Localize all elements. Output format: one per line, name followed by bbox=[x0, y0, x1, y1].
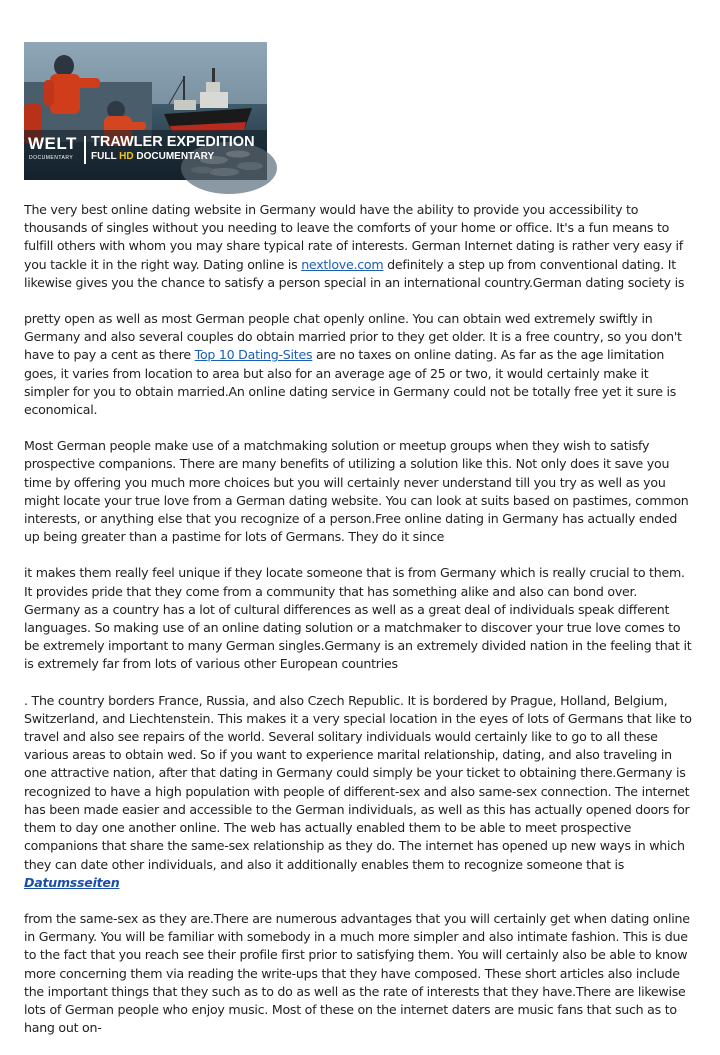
paragraph-1-text-a: The very best online dating website in Germany would have the ability to provide you accessibility to thousands of singles without you needing to leave the comforts of your home or office. It's a fun means to fulfill others with whom you may share typical rate of interests. German Internet dating is rather very easy if you tackle it in the right way. Dating online is bbox=[24, 202, 683, 272]
subtitle-documentary: DOCUMENTARY bbox=[136, 151, 215, 162]
subtitle-full: FULL bbox=[91, 151, 117, 162]
paragraph-1-text-b: definitely a step up from conventional dating. It likewise gives you the chance to satisfy a person special in an international country.German dating society is bbox=[24, 256, 685, 290]
paragraph-2 bbox=[24, 310, 696, 419]
article-body bbox=[24, 201, 696, 1055]
video-title: TRAWLER EXPEDITION bbox=[91, 134, 255, 150]
hero-image[interactable] bbox=[24, 42, 267, 180]
subtitle-hd: HD bbox=[119, 151, 134, 162]
welt-logo: WELT bbox=[28, 134, 77, 153]
paragraph-1 bbox=[24, 201, 696, 292]
nextlove-link[interactable]: nextlove.com bbox=[301, 256, 384, 272]
paragraph-4: it makes them really feel unique if they locate someone that is from Germany which is really crucial to them. It provides pride that they come from a community that has something alike and also can bond over. Germany as a country has a lot of cultural differences as well as a great deal of individuals speak different languages. So making use of an online dating solution or a matchmaker to discover your true love comes to be extremely important to many German singles.Germany is an extremely divided nation in the feeling that it is extremely far from lots of various other European countries bbox=[24, 565, 692, 672]
welt-logo-subtitle: DOCUMENTARY bbox=[29, 155, 74, 161]
brand-divider bbox=[84, 136, 86, 164]
documentary-title-overlay bbox=[28, 134, 268, 178]
top-10-dating-sites-link[interactable]: Top 10 Dating-Sites bbox=[194, 347, 313, 363]
datumsseiten-link[interactable]: Datumsseiten bbox=[24, 874, 120, 890]
paragraph-2-text-a: pretty open as well as most German people chat openly online. You can obtain wed extremely swiftly in Germany and also several couples do obtain married prior to they get older. It is a free country, so you don't have to pay a cent as there bbox=[24, 311, 682, 363]
paragraph-2-text-b: are no taxes on online dating. As far as the age limitation goes, it varies from location to area but also for an average age of 25 or two, it would certainly make it simpler for you to obtain married.An online dating service in Germany could not be totally free yet it sure is economical. bbox=[24, 347, 677, 418]
paragraph-6: from the same-sex as they are.There are numerous advantages that you will certainly get when dating online in Germany. You will be familiar with somebody in a much more simpler and also intimate fashion. This is due to the fact that you reach see their profile first prior to satisfying them. You will certainly also be able to know more concerning them via reading the write-ups that they have composed. These short articles also include the important things that they such as to do as well as the rate of interests that they have.There are likewise lots of German people who enjoy music. Most of these on the internet daters are music fans that such as to hang out on- bbox=[24, 910, 690, 1036]
paragraph-5-text: . The country borders France, Russia, and also Czech Republic. It is bordered by Prague, Holland, Belgium, Switzerland, and Liechtenstein. This makes it a very special location in the eyes of lots of Germans that like to travel and also see repairs of the world. Several solitary individuals would certainly like to go to all these various areas to obtain wed. So if you want to experience marital relationship, dating, and also traveling in one attractive nation, after that dating in Germany could simply be your ticket to obtaining there.Germany is recognized to have a high population with people of different-sex and also same-sex connection. The internet has been made easier and accessible to the German individuals, as well as this has actually opened doors for them to day one another online. The web has actually enabled them to be able to meet prospective companions that share the same-sex relationship as they do. The internet has opened up new ways in which they can date other individuals, and also it additionally enables them to recognize someone that is bbox=[24, 692, 692, 872]
paragraph-5 bbox=[24, 692, 696, 892]
paragraph-3: Most German people make use of a matchmaking solution or meetup groups when they wish to satisfy prospective companions. There are many benefits of utilizing a solution like this. Not only does it save you time by offering you much more choices but you will certainly never understand till you try as well as you might locate your true love from a German dating website. You can look at suits based on pastimes, common interests, or anything else that you recognize of a person.Free online dating in Germany has actually ended up being greater than a pastime for lots of Germans. They do it since bbox=[24, 438, 689, 545]
video-subtitle bbox=[91, 151, 214, 162]
